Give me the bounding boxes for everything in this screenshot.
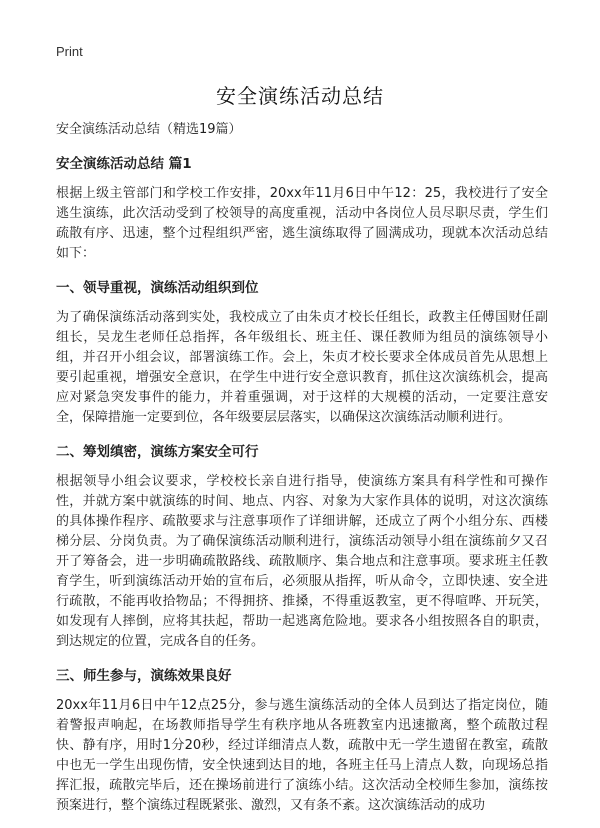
document-title: 安全演练活动总结 xyxy=(216,84,384,108)
section-body-3: 20xx年11月6日中午12点25分，参与逃生演练活动的全体人员到达了指定岗位，随着警报声响起，在场教师指导学生有秩序地从各班教室内迅速撤离，整个疏散过程快、静有序，用时1分20秒，经过详细清点人数，疏散中无一学生遗留在教室，疏散中也无一学生出现伤情，安全快速到达目的地，各班主任马上清点人数，向现场总指挥汇报，疏散完毕后，还在操场前进行了演练小结。这次活动全校师生参加，演练按预案进行，整个演练过程既紧张、激烈，又有条不紊。这次演练活动的成功 xyxy=(56,698,548,813)
section-body-2: 根据领导小组会议要求，学校校长亲自进行指导，使演练方案具有科学性和可操作性，并就方案中就演练的时间、地点、内容、对象为大家作具体的说明，对这次演练的具体操作程序、疏散要求与注意事项作了详细讲解，还成立了两个小组分东、西楼梯分层、分岗负责。为了确保演练活动顺利进行，演练活动领导小组在演练前夕又召开了筹备会，进一步明确疏散路线、疏散顺序、集合地点和注意事项。要求班主任教育学生，听到演练活动开始的宣布后，必须服从指挥，听从命令，立即快速、安全进行疏散，不能再收拾物品；不得拥挤、推搡，不得重返教室，更不得喧哗、开玩笑，如发现有人摔倒，应将其扶起，帮助一起逃离危险地。要求各小组按照各自的职责，到达规定的位置，完成各自的任务。 xyxy=(56,474,548,649)
print-label: Print xyxy=(56,44,83,59)
section-body-1: 为了确保演练活动落到实处，我校成立了由朱贞才校长任组长，政教主任傅国财任副组长，吴龙生老师任总指挥，各年级组长、班主任、课任教师为组员的演练领导小组，并召开小组会议，部署演练工作。会上，朱贞才校长要求全体成员首先从思想上要引起重视，增强安全意识，在学生中进行安全意识教育，抓住这次演练机会，提高应对紧急突发事件的能力，并着重强调，对于这样的大规模的活动，一定要注意安全，保障措施一定要到位，各年级要层层落实，以确保这次演练活动顺利进行。 xyxy=(56,310,548,425)
article-heading: 安全演练活动总结 篇1 xyxy=(56,156,192,172)
document-body xyxy=(56,120,548,828)
section-heading-2: 二、筹划缜密，演练方案安全可行 xyxy=(56,444,259,460)
intro-paragraph: 根据上级主管部门和学校工作安排，20xx年11月6日中午12：25，我校进行了安全逃生演练，此次活动受到了校领导的高度重视，活动中各岗位人员尽职尽责，学生们疏散有序、迅速，整个过程组织严密，逃生演练取得了圆满成功，现就本次活动总结如下： xyxy=(56,186,548,261)
document-subtitle: 安全演练活动总结（精选19篇） xyxy=(56,122,242,137)
section-heading-1: 一、领导重视，演练活动组织到位 xyxy=(56,280,259,296)
section-heading-3: 三、师生参与，演练效果良好 xyxy=(56,668,232,684)
